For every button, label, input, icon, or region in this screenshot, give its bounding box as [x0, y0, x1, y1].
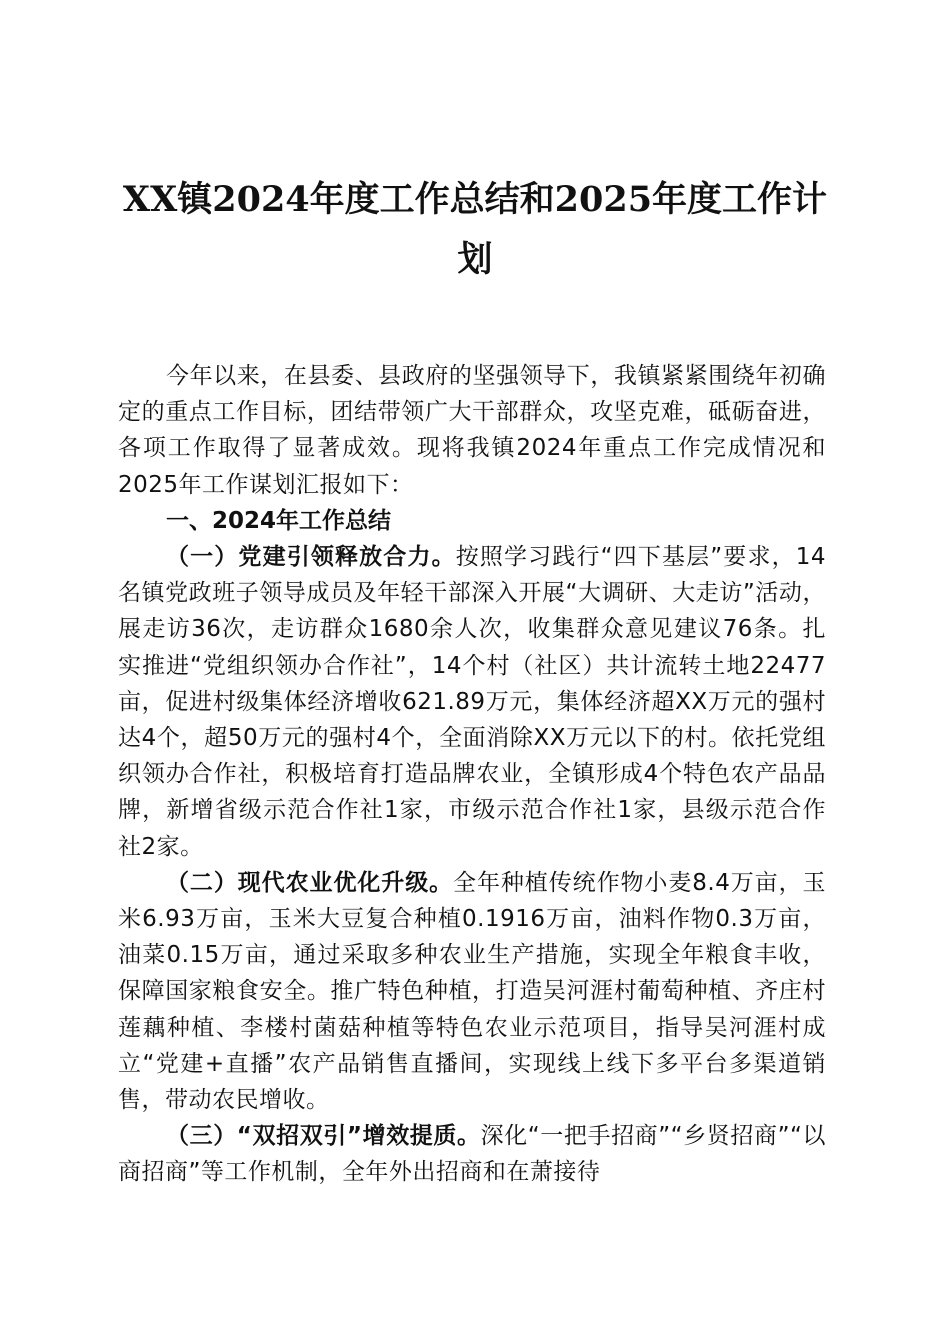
item-lead-1: （一）党建引领释放合力。 [166, 544, 456, 571]
item-lead-3: （三）“双招双引”增效提质。 [166, 1123, 481, 1150]
title-line-1: XX镇2024年度工作总结和2025年度工作计 [122, 179, 828, 220]
intro-paragraph: 今年以来，在县委、县政府的坚强领导下，我镇紧紧围绕年初确定的重点工作目标，团结带领广大干部群众，攻坚克难，砥砺奋进，各项工作取得了显著成效。现将我镇2024年重点工作完成情况和2025年工作谋划汇报如下： [118, 363, 826, 498]
document-body [118, 358, 826, 1191]
item-text-2: 全年种植传统作物小麦8.4万亩，玉米6.93万亩，玉米大豆复合种植0.1916万亩，油料作物0.3万亩，油菜0.15万亩，通过采取多种农业生产措施，实现全年粮食丰收，保障国家粮食安全。推广特色种植，打造吴河涯村葡萄种植、齐庄村莲藕种植、李楼村菌菇种植等特色农业示范项目，指导吴河涯村成立“党建+直播”农产品销售直播间，实现线上线下多平台多渠道销售，带动农民增收。 [118, 869, 827, 1114]
item-text-1: 按照学习践行“四下基层”要求，14名镇党政班子领导成员及年轻干部深入开展“大调研、大走访”活动，展走访36次，走访群众1680余人次，收集群众意见建议76条。扎实推进“党组织领办合作社”，14个村（社区）共计流转土地22477亩，促进村级集体经济增收621.89万元，集体经济超XX万元的强村达4个，超50万元的强村4个，全面消除XX万元以下的村。依托党组织领办合作社，积极培育打造品牌农业，全镇形成4个特色农产品品牌，新增省级示范合作社1家，市级示范合作社1家，县级示范合作社2家。 [118, 544, 826, 860]
item-text-3: 深化“一把手招商”“乡贤招商”“以商招商”等工作机制，全年外出招商和在萧接待 [118, 1123, 826, 1186]
document-title [118, 170, 832, 290]
title-line-2: 划 [457, 239, 493, 280]
section-heading: 一、2024年工作总结 [166, 507, 392, 534]
item-paragraph-1 [118, 539, 826, 865]
item-paragraph-3 [118, 1118, 826, 1190]
item-paragraph-2 [118, 865, 826, 1118]
item-lead-2: （二）现代农业优化升级。 [166, 869, 454, 896]
